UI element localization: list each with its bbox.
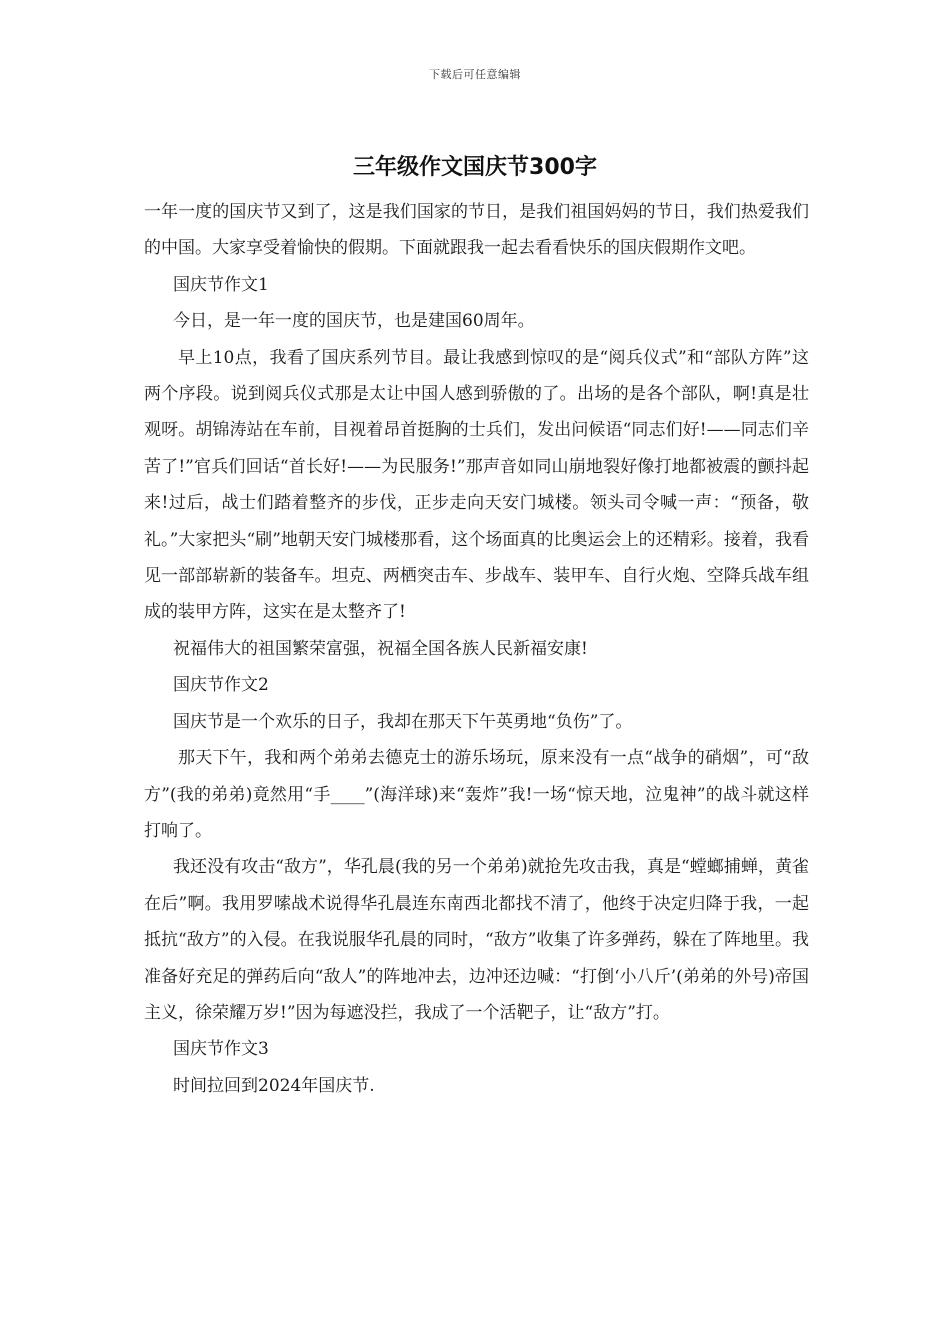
body-paragraph: 今日，是一年一度的国庆节，也是建国60周年。 — [173, 311, 535, 332]
intro-paragraph: 一年一度的国庆节又到了，这是我们国家的节日，是我们祖国妈妈的节日，我们热爱我们的中国。大家享受着愉快的假期。下面就跟我一起去看看快乐的国庆假期作文吧。 — [144, 202, 809, 259]
body-paragraph: 我还没有攻击“敌方”，华孔晨(我的另一个弟弟)就抢先攻击我，真是“螳螂捕蝉，黄雀在后”啊。我用罗嗦战术说得华孔晨连东南西北都找不清了，他终于决定归降于我，一起抵抗“敌方”的入侵。在我说服华孔晨的同时，“敌方”收集了许多弹药，躲在了阵地里。我准备好充足的弹药后向“敌人”的阵地冲去，边冲还边喊：“打倒‘小八斤’(弟弟的外号)帝国主义，徐荣耀万岁!”因为每遮没拦，我成了一个活靶子，让“敌方”打。 — [144, 857, 809, 1023]
body-paragraph: 早上10点，我看了国庆系列节目。最让我感到惊叹的是“阅兵仪式”和“部队方阵”这两个序段。说到阅兵仪式那是太让中国人感到骄傲的了。出场的是各个部队，啊!真是壮观呀。胡锦涛站在车前，目视着昂首挺胸的士兵们，发出问候语“同志们好!——同志们辛苦了!”官兵们回话“首长好!——为民服务!”那声音如同山崩地裂好像打地都被震的颤抖起来!过后，战士们踏着整齐的步伐，正步走向天安门城楼。领头司令喊一声：“预备，敬礼。”大家把头“刷”地朝天安门城楼那看，这个场面真的比奥运会上的还精彩。接着，我看见一部部崭新的装备车。坦克、两栖突击车、步战车、装甲车、自行火炮、空降兵战车组成的装甲方阵，这实在是太整齐了! — [144, 347, 809, 623]
section-heading-1: 国庆节作文1 — [173, 274, 269, 295]
header-note: 下载后可任意编辑 — [429, 68, 521, 81]
body-paragraph: 时间拉回到2024年国庆节. — [173, 1075, 375, 1096]
body-paragraph: 国庆节是一个欢乐的日子，我却在那天下午英勇地“负伤”了。 — [173, 711, 633, 732]
section-heading-2: 国庆节作文2 — [173, 675, 269, 696]
section-heading-3: 国庆节作文3 — [173, 1039, 269, 1060]
document-body — [144, 194, 809, 1104]
body-paragraph: 祝福伟大的祖国繁荣富强，祝福全国各族人民新福安康! — [173, 638, 588, 659]
page-title: 三年级作文国庆节300字 — [353, 155, 597, 180]
body-paragraph: 那天下午，我和两个弟弟去德克士的游乐场玩，原来没有一点“战争的硝烟”，可“敌方”(我的弟弟)竟然用“手____”(海洋球)来“轰炸”我!一场“惊天地，泣鬼神”的战斗就这样打响了。 — [144, 748, 809, 841]
